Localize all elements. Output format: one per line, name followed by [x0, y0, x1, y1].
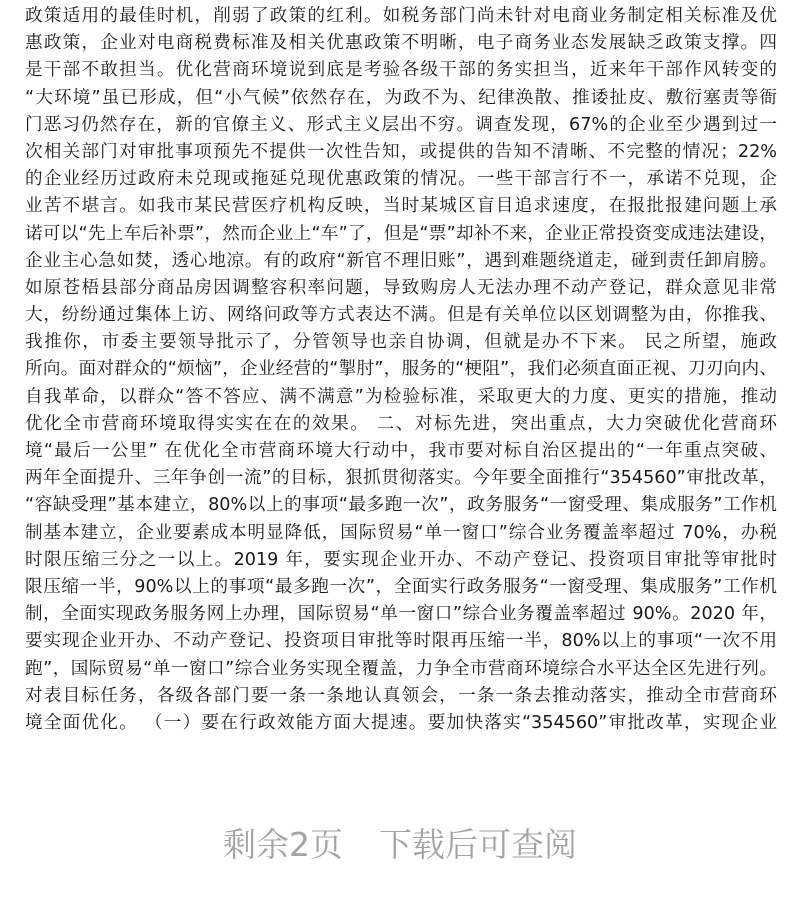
text-line: 大，纷纷通过集体上访、网络问政等方式表达不满。但是有关单位以区划调整为由，你推我、	[25, 305, 777, 326]
text-line: 我推你，市委主要领导批示了，分管领导也亲自协调，但就是办不下来。 民之所望，施政	[25, 332, 777, 353]
text-line: 要实现企业开办、不动产登记、投资项目审批等时限再压缩一半，80%以上的事项“一次不用	[25, 631, 777, 652]
text-line: 自我革命，以群众“答不答应、满不满意”为检验标准，采取更大的力度、更实的措施，推动	[25, 386, 777, 407]
text-line: 优化全市营商环境取得实实在在的效果。 二、对标先进，突出重点，大力突破优化营商环	[25, 413, 777, 434]
text-line: “大环境”虽已形成，但“小气候”依然存在，为政不为、纪律涣散、推诿扯皮、敷衍塞责等衙	[25, 87, 777, 108]
text-line: 是干部不敢担当。优化营商环境说到底是考验各级干部的务实担当，近来年干部作风转变的	[25, 60, 777, 81]
download-to-view-label: 下载后可查阅	[379, 825, 577, 864]
text-line: 限压缩一半，90%以上的事项“最多跑一次”，全面实行政务服务“一窗受理、集成服务”工作机	[25, 576, 777, 597]
text-line: 两年全面提升、三年争创一流”的目标，狠抓贯彻落实。今年要全面推行“354560”审批改革，	[25, 468, 777, 489]
text-line: 企业主心急如焚，透心地凉。有的政府“新官不理旧账”，遇到难题绕道走，碰到责任卸肩膀。	[25, 250, 777, 271]
document-body	[25, 3, 777, 737]
text-line: 政策适用的最佳时机，削弱了政策的红利。如税务部门尚未针对电商业务制定相关标准及优	[25, 6, 777, 26]
text-line: 次相关部门对审批事项预先不提供一次性告知，或提供的告知不清晰、不完整的情况；22%	[25, 141, 777, 162]
text-line: 惠政策，企业对电商税费标准及相关优惠政策不明晰，电子商务业态发展缺乏政策支撑。四	[25, 33, 777, 54]
text-line: 门恶习仍然存在，新的官僚主义、形式主义层出不穷。调查发现，67%的企业至少遇到过一	[25, 114, 777, 135]
text-line: 对表目标任务，各级各部门要一条一条地认真领会，一条一条去推动落实，推动全市营商环	[25, 685, 777, 706]
text-line: 诺可以“先上车后补票”，然而企业上“车”了，但是“票”却补不来，企业正常投资变成违法建设，	[25, 223, 777, 244]
text-line: 跑”，国际贸易“单一窗口”综合业务实现全覆盖，力争全市营商环境综合水平达全区先进行列。	[25, 658, 777, 679]
text-line: 境全面优化。 （一）要在行政效能方面大提速。要加快落实“354560”审批改革，实现企业	[25, 712, 777, 733]
text-line: 境“最后一公里” 在优化全市营商环境大行动中，我市要对标自治区提出的“一年重点突破、	[25, 441, 777, 461]
remaining-pages-label: 剩余2页	[223, 825, 343, 864]
remaining-pages-banner[interactable]	[0, 815, 800, 875]
text-line: 业苦不堪言。如我市某民营医疗机构反映，当时某城区盲目追求速度，在报批报建问题上承	[25, 196, 777, 217]
text-line: 如原苍梧县部分商品房因调整容积率问题，导致购房人无法办理不动产登记，群众意见非常	[25, 277, 777, 298]
text-line: 时限压缩三分之一以上。2019 年，要实现企业开办、不动产登记、投资项目审批等审批时	[25, 549, 777, 570]
text-line: “容缺受理”基本建立，80%以上的事项“最多跑一次”，政务服务“一窗受理、集成服务”工作机	[25, 495, 777, 516]
text-line: 制，全面实现政务服务网上办理，国际贸易“单一窗口”综合业务覆盖率超过 90%。2020 年，	[25, 604, 777, 625]
text-line: 的企业经历过政府未兑现或拖延兑现优惠政策的情况。一些干部言行不一，承诺不兑现，企	[25, 169, 777, 190]
text-line: 所向。面对群众的“烦恼”，企业经营的“掣肘”，服务的“梗阻”，我们必须直面正视、刀刃向内、	[25, 359, 777, 380]
text-line: 制基本建立，企业要素成本明显降低，国际贸易“单一窗口”综合业务覆盖率超过 70%，办税	[25, 522, 777, 543]
